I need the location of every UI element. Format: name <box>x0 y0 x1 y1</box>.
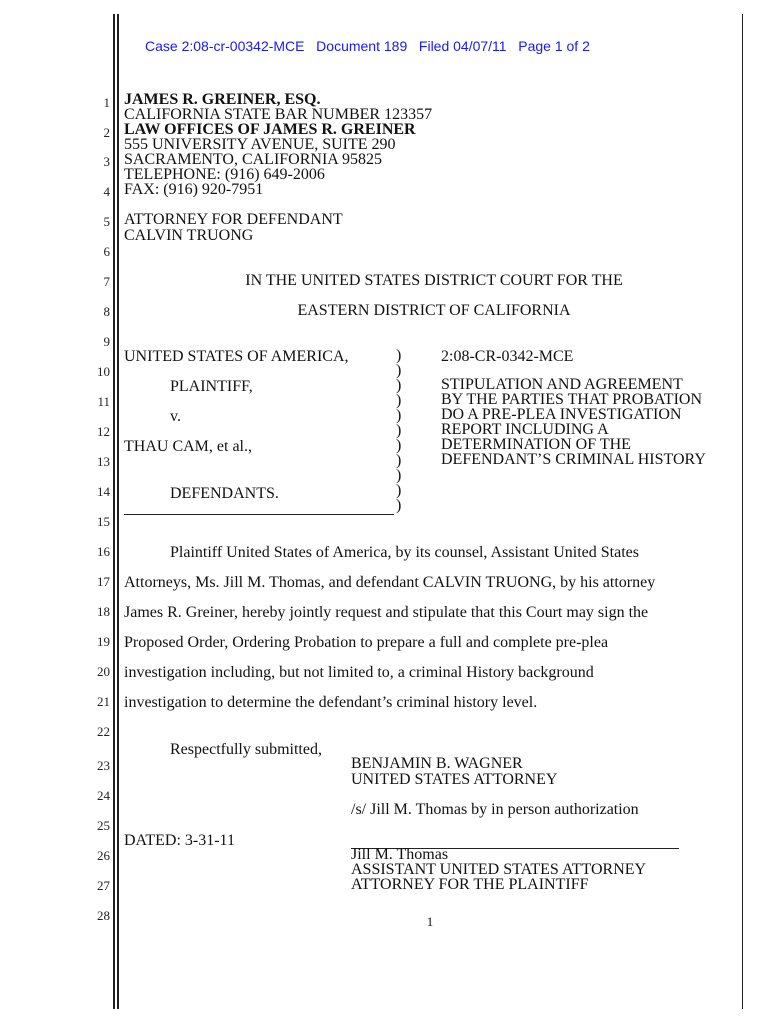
line-number: 5 <box>103 214 110 229</box>
attorney-bar-number: CALIFORNIA STATE BAR NUMBER 123357 <box>124 106 433 123</box>
caption-paren: ) <box>396 467 402 484</box>
respectfully-submitted: Respectfully submitted, <box>170 741 322 758</box>
left-margin-rule-outer <box>113 14 115 1009</box>
court-title-line2: EASTERN DISTRICT OF CALIFORNIA <box>297 302 571 319</box>
attorney-fax: FAX: (916) 920-7951 <box>124 181 264 198</box>
caption-paren: ) <box>396 437 402 454</box>
body-line: Plaintiff United States of America, by its counsel, Assistant United States <box>170 544 639 561</box>
caption-paren: ) <box>396 377 402 394</box>
line-number: 25 <box>97 818 110 833</box>
line-number: 22 <box>97 724 110 739</box>
document-title-line: DETERMINATION OF THE <box>441 436 631 453</box>
line-number: 7 <box>103 274 110 289</box>
caption-paren: ) <box>396 422 402 439</box>
line-number: 19 <box>97 634 110 649</box>
caption-paren: ) <box>396 452 402 469</box>
caption-plaintiff-role: PLAINTIFF, <box>170 378 253 395</box>
attorney-street: 555 UNIVERSITY AVENUE, SUITE 290 <box>124 136 396 153</box>
line-number: 9 <box>103 334 110 349</box>
body-line: James R. Greiner, hereby jointly request and stipulate that this Court may sign the <box>124 604 649 621</box>
line-number: 27 <box>97 878 110 893</box>
us-attorney-name: BENJAMIN B. WAGNER <box>351 755 523 772</box>
body-line: investigation including, but not limited to, a criminal History background <box>124 664 594 681</box>
body-line: Proposed Order, Ordering Probation to prepare a full and complete pre-plea <box>124 634 609 651</box>
line-number: 13 <box>97 454 110 469</box>
line-number: 10 <box>97 364 110 379</box>
caption-paren: ) <box>396 407 402 424</box>
caption-defendant-role: DEFENDANTS. <box>170 485 279 502</box>
line-number: 2 <box>103 125 110 140</box>
caption-paren: ) <box>396 392 402 409</box>
caption-paren: ) <box>396 347 402 364</box>
document-title-line: DO A PRE-PLEA INVESTIGATION <box>441 406 682 423</box>
caption-versus: v. <box>170 408 181 425</box>
court-title-line1: IN THE UNITED STATES DISTRICT COURT FOR THE <box>245 272 623 289</box>
line-number: 6 <box>103 244 110 259</box>
document-title-line: STIPULATION AND AGREEMENT <box>441 376 683 393</box>
attorney-city: SACRAMENTO, CALIFORNIA 95825 <box>124 151 382 168</box>
body-line: Attorneys, Ms. Jill M. Thomas, and defendant CALVIN TRUONG, by his attorney <box>124 574 656 591</box>
line-number: 15 <box>97 514 110 529</box>
document-title-line: BY THE PARTIES THAT PROBATION <box>441 391 703 408</box>
attorney-name: JAMES R. GREINER, ESQ. <box>124 91 321 108</box>
line-number: 12 <box>97 424 110 439</box>
us-attorney-title: UNITED STATES ATTORNEY <box>351 771 558 788</box>
right-margin-rule <box>742 14 743 1009</box>
line-number: 3 <box>103 154 110 169</box>
line-number: 28 <box>97 908 110 923</box>
line-number: 11 <box>97 394 110 409</box>
left-margin-rule-inner <box>117 14 119 1009</box>
line-number: 18 <box>97 604 110 619</box>
caption-underline <box>124 514 394 515</box>
line-number: 21 <box>97 694 110 709</box>
caption-paren: ) <box>396 482 402 499</box>
law-office-name: LAW OFFICES OF JAMES R. GREINER <box>124 121 416 138</box>
line-number: 17 <box>97 574 110 589</box>
caption-paren: ) <box>396 497 402 514</box>
case-header: Case 2:08-cr-00342-MCE Document 189 Filed 04/07/11 Page 1 of 2 <box>145 38 590 54</box>
line-number: 14 <box>97 484 110 499</box>
signer-title: ASSISTANT UNITED STATES ATTORNEY <box>351 861 647 878</box>
caption-plaintiff-name: UNITED STATES OF AMERICA, <box>124 348 349 365</box>
line-number: 8 <box>103 304 110 319</box>
body-line: investigation to determine the defendant’s criminal history level. <box>124 694 538 711</box>
document-title-line: DEFENDANT’S CRIMINAL HISTORY <box>441 451 706 468</box>
dated-line: DATED: 3-31-11 <box>124 832 235 849</box>
line-number: 1 <box>103 95 110 110</box>
signer-name: Jill M. Thomas <box>351 846 449 863</box>
line-number: 23 <box>97 758 110 773</box>
document-title-line: REPORT INCLUDING A <box>441 421 609 438</box>
line-number: 26 <box>97 848 110 863</box>
electronic-signature: /s/ Jill M. Thomas by in person authorization <box>351 801 639 818</box>
page-number: 1 <box>426 914 434 929</box>
signer-role: ATTORNEY FOR THE PLAINTIFF <box>351 876 589 893</box>
attorney-client: CALVIN TRUONG <box>124 227 254 244</box>
case-number: 2:08-CR-0342-MCE <box>441 348 574 365</box>
line-number: 24 <box>97 788 110 803</box>
line-number: 20 <box>97 664 110 679</box>
line-number: 4 <box>103 184 110 199</box>
attorney-role: ATTORNEY FOR DEFENDANT <box>124 211 343 228</box>
line-number: 16 <box>97 544 110 559</box>
caption-paren: ) <box>396 362 402 379</box>
caption-defendant-name: THAU CAM, et al., <box>124 438 252 455</box>
attorney-telephone: TELEPHONE: (916) 649-2006 <box>124 166 325 183</box>
